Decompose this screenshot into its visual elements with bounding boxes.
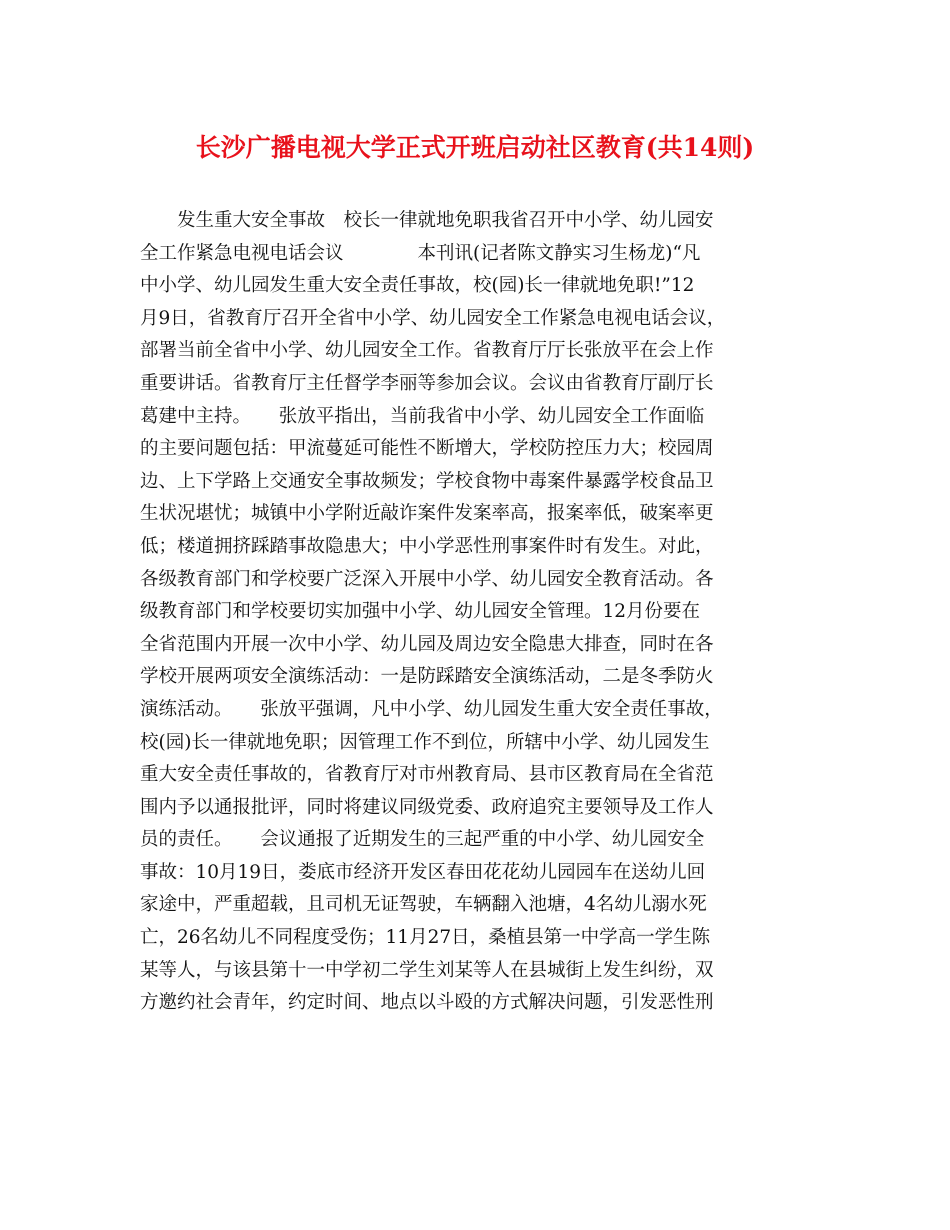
body-line: 演练活动。 张放平强调，凡中小学、幼儿园发生重大安全责任事故， — [140, 698, 723, 720]
document-body — [140, 205, 810, 1020]
body-line: 葛建中主持。 张放平指出，当前我省中小学、幼儿园安全工作面临 — [140, 405, 705, 427]
body-line: 中小学、幼儿园发生重大安全责任事故，校(园)长一律就地免职!”12 — [140, 275, 695, 297]
document-title: 长沙广播电视大学正式开班启动社区教育(共14则) — [195, 133, 755, 162]
body-line: 月9日，省教育厅召开全省中小学、幼儿园安全工作紧急电视电话会议， — [140, 307, 726, 329]
body-line: 生状况堪忧；城镇中小学附近敲诈案件发案率高，报案率低，破案率更 — [140, 503, 714, 525]
body-line: 低；楼道拥挤踩踏事故隐患大；中小学恶性刑事案件时有发生。对此， — [140, 535, 714, 557]
body-line: 围内予以通报批评，同时将建议同级党委、政府追究主要领导及工作人 — [140, 796, 714, 818]
body-line: 学校开展两项安全演练活动：一是防踩踏安全演练活动，二是冬季防火 — [140, 666, 714, 688]
body-line: 级教育部门和学校要切实加强中小学、幼儿园安全管理。12月份要在 — [140, 601, 701, 623]
body-line: 校(园)长一律就地免职；因管理工作不到位，所辖中小学、幼儿园发生 — [140, 731, 710, 753]
body-line: 方邀约社会青年，约定时间、地点以斗殴的方式解决问题，引发恶性刑 — [140, 992, 714, 1014]
body-line: 重要讲话。省教育厅主任督学李丽等参加会议。会议由省教育厅副厅长 — [140, 372, 714, 394]
body-line: 全工作紧急电视电话会议 本刊讯(记者陈文静实习生杨龙)“凡 — [140, 242, 701, 264]
body-line: 家途中，严重超载，且司机无证驾驶，车辆翻入池塘，4名幼儿溺水死 — [140, 894, 707, 916]
body-line: 亡，26名幼儿不同程度受伤；11月27日，桑植县第一中学高一学生陈 — [140, 927, 711, 949]
body-line: 重大安全责任事故的，省教育厅对市州教育局、县市区教育局在全省范 — [140, 764, 714, 786]
body-line: 员的责任。 会议通报了近期发生的三起严重的中小学、幼儿园安全 — [140, 829, 705, 851]
body-line: 的主要问题包括：甲流蔓延可能性不断增大，学校防控压力大；校园周 — [140, 438, 714, 460]
body-line: 全省范围内开展一次中小学、幼儿园及周边安全隐患大排查，同时在各 — [140, 633, 714, 655]
body-line: 部署当前全省中小学、幼儿园安全工作。省教育厅厅长张放平在会上作 — [140, 340, 714, 362]
body-line: 发生重大安全事故 校长一律就地免职我省召开中小学、幼儿园安 — [140, 210, 714, 231]
body-line: 事故：10月19日，娄底市经济开发区春田花花幼儿园园车在送幼儿回 — [140, 861, 706, 883]
body-line: 边、上下学路上交通安全事故频发；学校食物中毒案件暴露学校食品卫 — [140, 470, 714, 492]
body-line: 各级教育部门和学校要广泛深入开展中小学、幼儿园安全教育活动。各 — [140, 568, 714, 590]
body-line: 某等人，与该县第十一中学初二学生刘某等人在县城街上发生纠纷，双 — [140, 959, 714, 981]
